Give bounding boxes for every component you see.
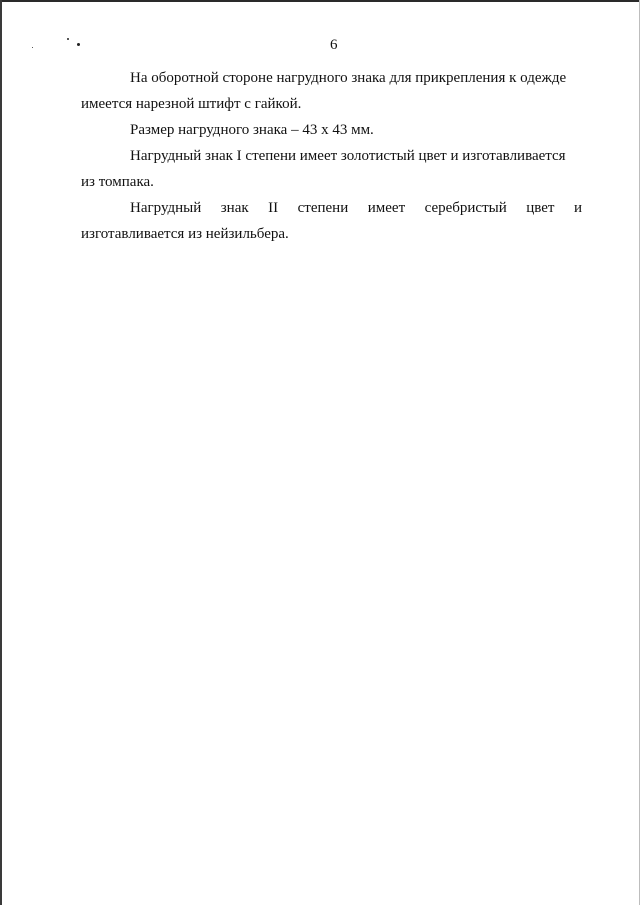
justified-line bbox=[81, 195, 582, 221]
page-number: 6 bbox=[330, 37, 338, 53]
word: цвет bbox=[526, 200, 555, 216]
paragraph-line: Размер нагрудного знака – 43 х 43 мм. bbox=[130, 122, 374, 138]
word: серебристый bbox=[424, 200, 507, 216]
scan-edge-left bbox=[0, 0, 2, 905]
paragraph-size bbox=[81, 117, 582, 143]
word: степени bbox=[297, 200, 349, 216]
paragraph-line: из томпака. bbox=[81, 174, 154, 190]
scan-edge-top bbox=[0, 0, 640, 2]
paragraph-attachment bbox=[81, 65, 582, 117]
word: знак bbox=[220, 200, 249, 216]
paragraph-second-degree bbox=[81, 195, 582, 247]
word: имеет bbox=[367, 200, 406, 216]
word: II bbox=[268, 200, 279, 216]
paragraph-first-degree bbox=[81, 143, 582, 195]
paragraph-line: Нагрудный знак I степени имеет золотистый цвет и изготавливается bbox=[130, 148, 566, 164]
scan-speck bbox=[32, 47, 33, 48]
word: и bbox=[573, 200, 582, 216]
scan-speck bbox=[67, 38, 69, 40]
word: Нагрудный bbox=[130, 200, 202, 216]
paragraph-line: имеется нарезной штифт с гайкой. bbox=[81, 96, 302, 112]
paragraph-line: На оборотной стороне нагрудного знака для прикрепления к одежде bbox=[130, 70, 567, 86]
scan-speck bbox=[77, 43, 80, 46]
paragraph-line: изготавливается из нейзильбера. bbox=[81, 226, 289, 242]
